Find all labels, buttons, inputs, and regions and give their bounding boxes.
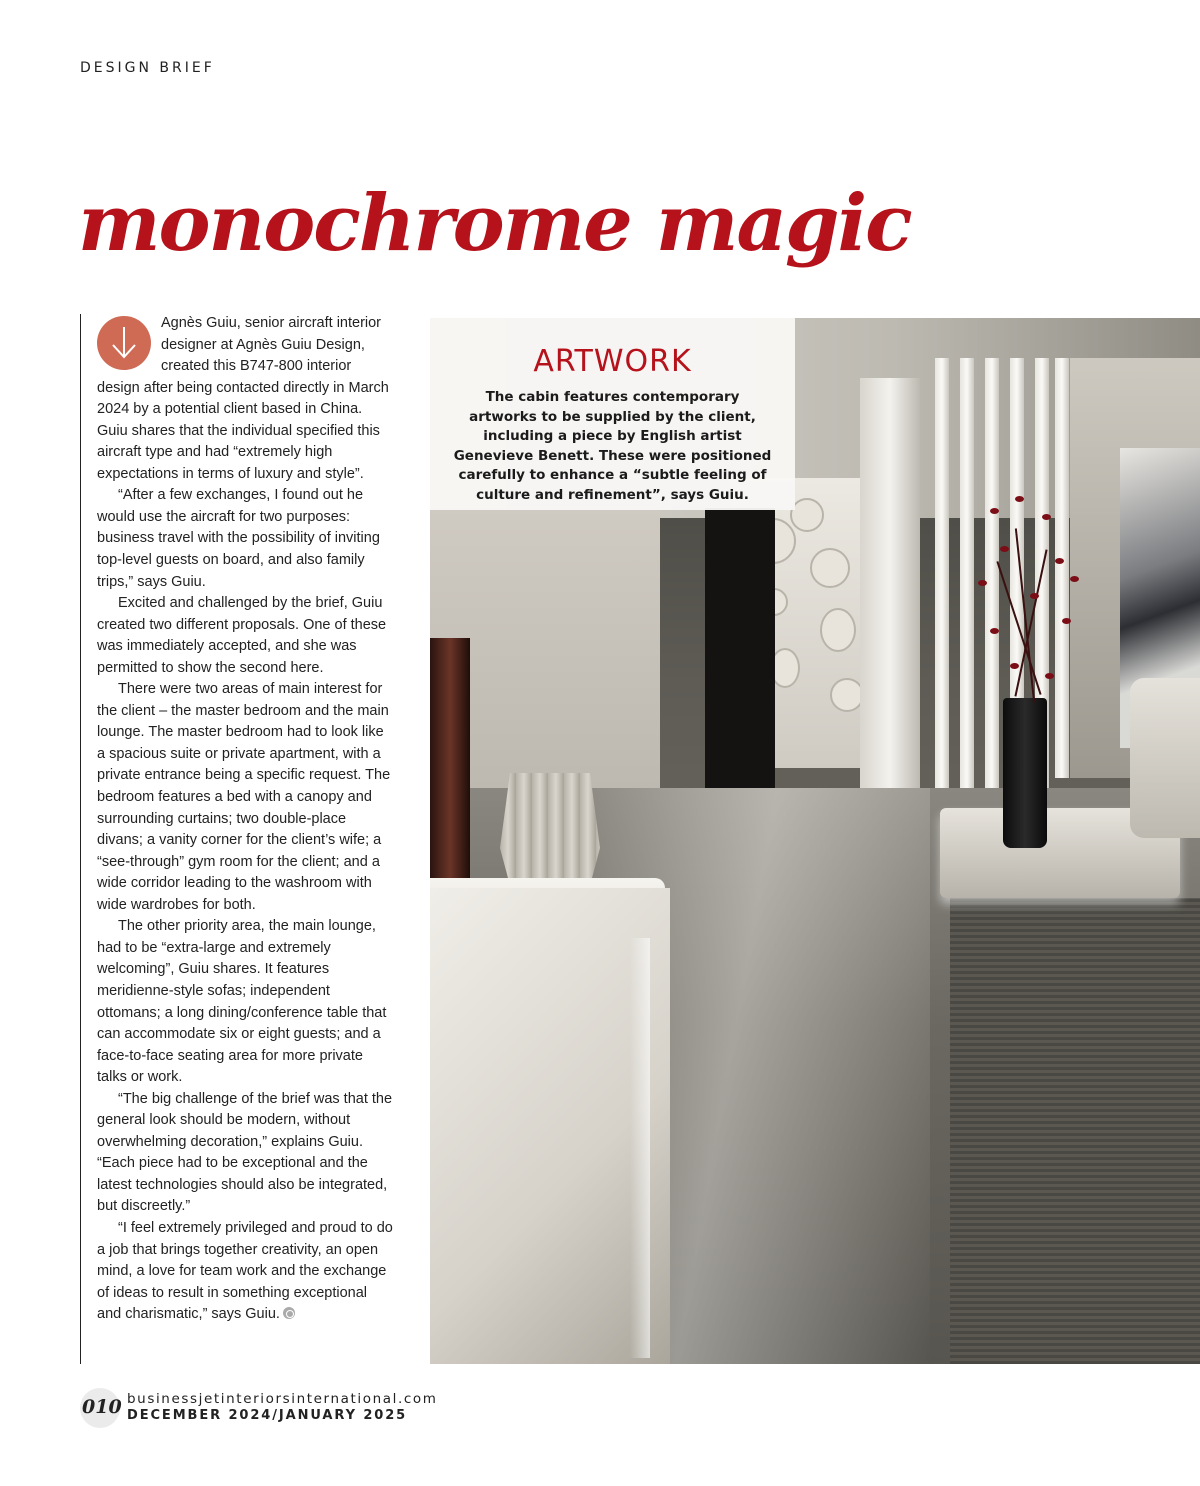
article-paragraph-7-text: “I feel extremely privileged and proud to do a job that brings together creativity, an open mind, a love for team work and the exchange of ideas to result in something exceptional and charismatic,” says Guiu. xyxy=(97,1219,393,1323)
headline: monochrome magic xyxy=(78,178,911,269)
article-paragraph-4: There were two areas of main interest for the client – the master bedroom and the main lounge. The master bedroom had to look like a spacious suite or private apartment, with a private entrance being a specific request. The bedroom features a bed with a canopy and surrounding curtains; two double-place divans; a vanity corner for the client’s wife; a “see-through” gym room for the client; and a wide corridor leading to the washroom with wide wardrobes for both. xyxy=(97,681,391,913)
end-of-article-icon xyxy=(283,1307,295,1319)
vase xyxy=(1003,698,1047,848)
article-paragraph-2: “After a few exchanges, I found out he would use the aircraft for two purposes: business travel with the possibility of inviting top-level guests on board, and also family trips,” says Guiu. xyxy=(97,487,380,590)
article-paragraph-6: “The big challenge of the brief was that the general look should be modern, without overwhelming decoration,” explains Guiu. “Each piece had to be exceptional and the latest technologies should also be integrated, but discreetly.” xyxy=(97,1090,393,1215)
article-paragraph-5: The other priority area, the main lounge, had to be “extra-large and extremely welcoming”, Guiu shares. It features meridienne-style sofas; independent ottomans; a long dining/conference table that can accommodate six or eight guests; and a face-to-face seating area for more private talks or work. xyxy=(97,918,387,1086)
article-paragraph-1-text: Agnès Guiu, senior aircraft interior designer at Agnès Guiu Design, created this B747-800 interior design after being contacted directly in March 2024 by a potential client based in China. Guiu shares that the individual specified this aircraft type and had “extremely high expectations in terms of luxury and style”. xyxy=(97,315,389,482)
page-number: 010 xyxy=(82,1396,122,1418)
arrow-down-icon xyxy=(97,316,151,370)
footer-website: businessjetinteriorsinternational.com xyxy=(127,1391,438,1407)
footer-issue: DECEMBER 2024/JANUARY 2025 xyxy=(127,1408,408,1423)
article-body xyxy=(97,313,393,1326)
article-paragraph-3: Excited and challenged by the brief, Guiu created two different proposals. One of these was immediately accepted, and she was permitted to show the second here. xyxy=(97,595,387,676)
column-rule xyxy=(80,314,81,1364)
article-paragraph-7 xyxy=(97,1218,393,1326)
section-label: DESIGN BRIEF xyxy=(80,60,215,76)
callout-title: ARTWORK xyxy=(533,344,692,379)
callout-text: The cabin features contemporary artworks to be supplied by the client, including a piece by English artist Genevieve Benett. These were positioned carefully to enhance a “subtle feeling of culture and refinement”, says Guiu. xyxy=(453,389,772,503)
article-paragraph-1 xyxy=(97,313,393,485)
artwork-callout xyxy=(430,318,795,510)
